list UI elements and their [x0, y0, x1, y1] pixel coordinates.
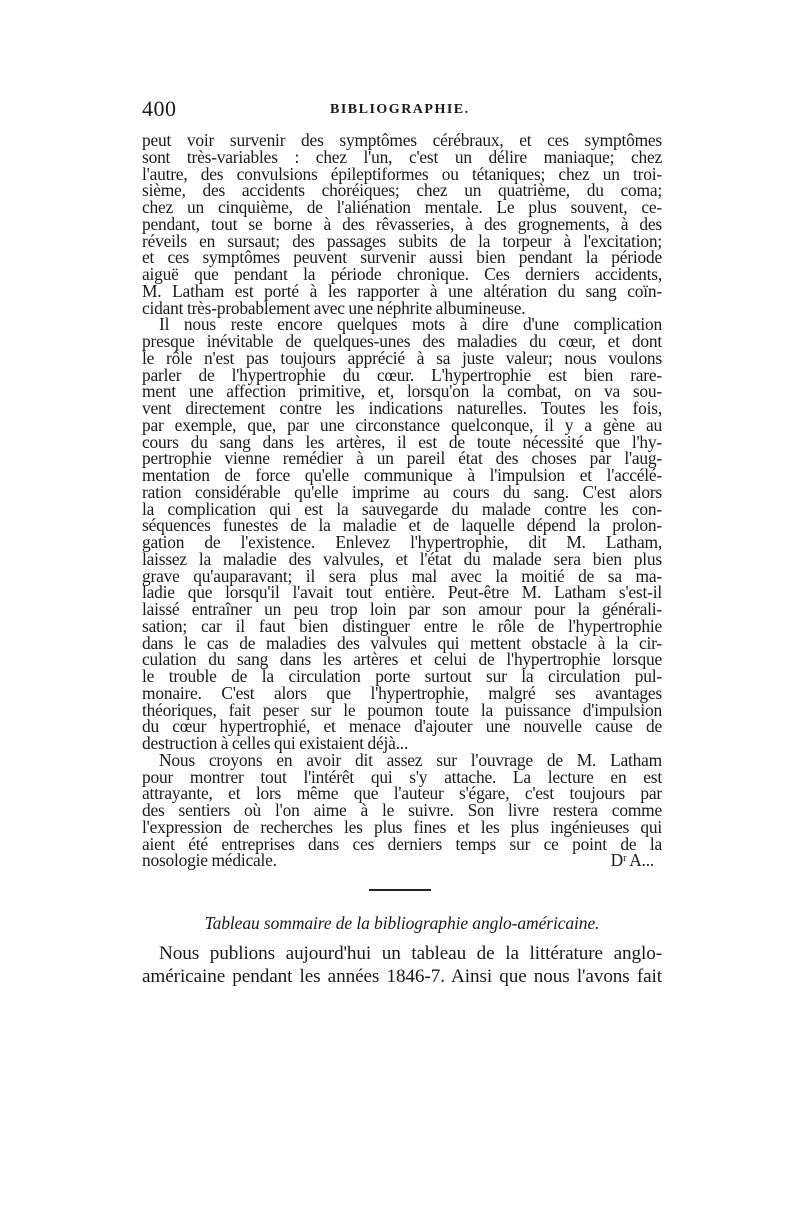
text-line: presque inévitable de quelques-unes des maladies du cœur, et dont [142, 331, 662, 351]
paragraph-section-intro [142, 942, 662, 988]
text-line: nosologie médicale. [142, 850, 277, 871]
text-line: dans le cas de maladies des valvules qui mettent obstacle à la cir- [142, 632, 662, 653]
text-line: pertrophie vienne remédier à un pareil état des choses par l'aug- [142, 448, 662, 469]
text-line: destruction à celles qui existaient déjà... [142, 733, 409, 753]
text-line: sont très-variables : chez l'un, c'est un délire maniaque; chez [142, 146, 662, 167]
paragraph-hypertrophy [142, 316, 662, 752]
text-line: américaine pendant les années 1846-7. Ainsi que nous l'avons fait [142, 966, 662, 987]
paragraph-cerebral-symptoms [142, 132, 662, 316]
text-line: Il nous reste encore quelques mots à dire d'une complication [159, 314, 662, 335]
text-line: M. Latham est porté à les rapporter à une altération du sang coïn- [142, 280, 662, 301]
text-line: des sentiers où l'on aime à le suivre. Son livre restera comme [142, 800, 662, 820]
book-page [142, 96, 662, 988]
text-line: ment une affection primitive, et, lorsqu'on la combat, on va sou- [142, 381, 662, 402]
text-line: ladie que lorsqu'il l'avait tout entière. Peut-être M. Latham s'est-il [142, 582, 662, 603]
text-line: culation du sang dans les artères et celui de l'hypertrophie lorsque [142, 649, 662, 670]
page-number: 400 [142, 96, 177, 121]
text-line: pendant, tout se borne à des rêvasseries, à des grognements, à des [142, 213, 662, 234]
text-line: cours du sang dans les artères, il est de toute nécessité que l'hy- [142, 431, 662, 452]
text-line: peut voir survenir des symptômes cérébraux, et ces symptômes [142, 130, 662, 150]
text-line: théoriques, fait peser sur le poumon toute la puissance d'impulsion [142, 699, 662, 720]
text-line: l'autre, des convulsions épileptiformes ou tétaniques; chez un troi- [142, 163, 662, 184]
text-line: Nous publions aujourd'hui un tableau de la littérature anglo- [159, 943, 662, 964]
text-line: sième, des accidents choréiques; chez un quatrième, du coma; [142, 180, 662, 201]
text-line: monaire. C'est alors que l'hypertrophie, malgré ses avantages [142, 682, 662, 703]
section-title: Tableau sommaire de la bibliographie anglo-américaine. [204, 913, 600, 933]
text-line: grave qu'auparavant; il sera plus mal avec la moitié de sa ma- [142, 565, 662, 586]
text-line: le trouble de la circulation porte surtout sur la circulation pul- [142, 666, 662, 686]
text-line: et ces symptômes peuvent survenir aussi bien pendant la période [142, 247, 662, 268]
text-line: laissez la maladie des valvules, et l'état du malade sera bien plus [142, 548, 662, 569]
text-line: ration considérable qu'elle imprime au cours du sang. C'est alors [142, 481, 662, 502]
text-line: mentation de force qu'elle communique à l'impulsion et l'accélé- [142, 465, 662, 485]
author-signature: Dʳ A... [610, 850, 654, 871]
running-title: BIBLIOGRAPHIE. [330, 102, 470, 117]
text-line: Nous croyons en avoir dit assez sur l'ouvrage de M. Latham [159, 749, 662, 770]
paragraph-conclusion [142, 749, 662, 871]
text-line: attrayante, et lors même que l'auteur s'égare, c'est toujours par [142, 783, 662, 804]
running-head [142, 96, 662, 126]
text-line: sation; car il faut bien distinguer entre le rôle de l'hypertrophie [142, 615, 662, 636]
text-line: par exemple, que, par une circonstance quelconque, il y a gène au [142, 414, 662, 435]
text-line: du cœur hypertrophié, et menace d'ajouter une nouvelle cause de [142, 716, 662, 737]
text-line: le rôle n'est pas toujours apprécié à sa juste valeur; nous voulons [142, 347, 662, 368]
text-line: aient été entreprises dans ces derniers temps sur ce point de la [142, 833, 662, 854]
text-line-with-signature [142, 852, 662, 869]
text-line: pour montrer tout l'intérêt qui s'y attache. La lecture en est [142, 766, 662, 787]
text-line: vent directement contre les indications naturelles. Toutes les fois, [142, 398, 662, 418]
section-divider [369, 889, 431, 891]
text-line: séquences funestes de la maladie et de laquelle dépend la prolon- [142, 515, 662, 536]
text-line: cidant très-probablement avec une néphrite albumineuse. [142, 297, 526, 318]
text-line: parler de l'hypertrophie du cœur. L'hypertrophie est bien rare- [142, 364, 662, 385]
text-line: chez un cinquième, de l'aliénation mentale. Le plus souvent, ce- [142, 197, 662, 217]
text-line: aiguë que pendant la période chronique. Ces derniers accidents, [142, 264, 662, 284]
text-line: réveils en sursaut; des passages subits de la torpeur à l'excitation; [142, 230, 662, 251]
text-line: la complication qui est la sauvegarde du malade contre les con- [142, 498, 662, 519]
text-line: l'expression de recherches les plus fines et les plus ingénieuses qui [142, 816, 662, 837]
text-line: gation de l'existence. Enlevez l'hypertrophie, dit M. Latham, [142, 532, 662, 552]
text-line: laissé entraîner un peu trop loin par son amour pour la générali- [142, 599, 662, 619]
